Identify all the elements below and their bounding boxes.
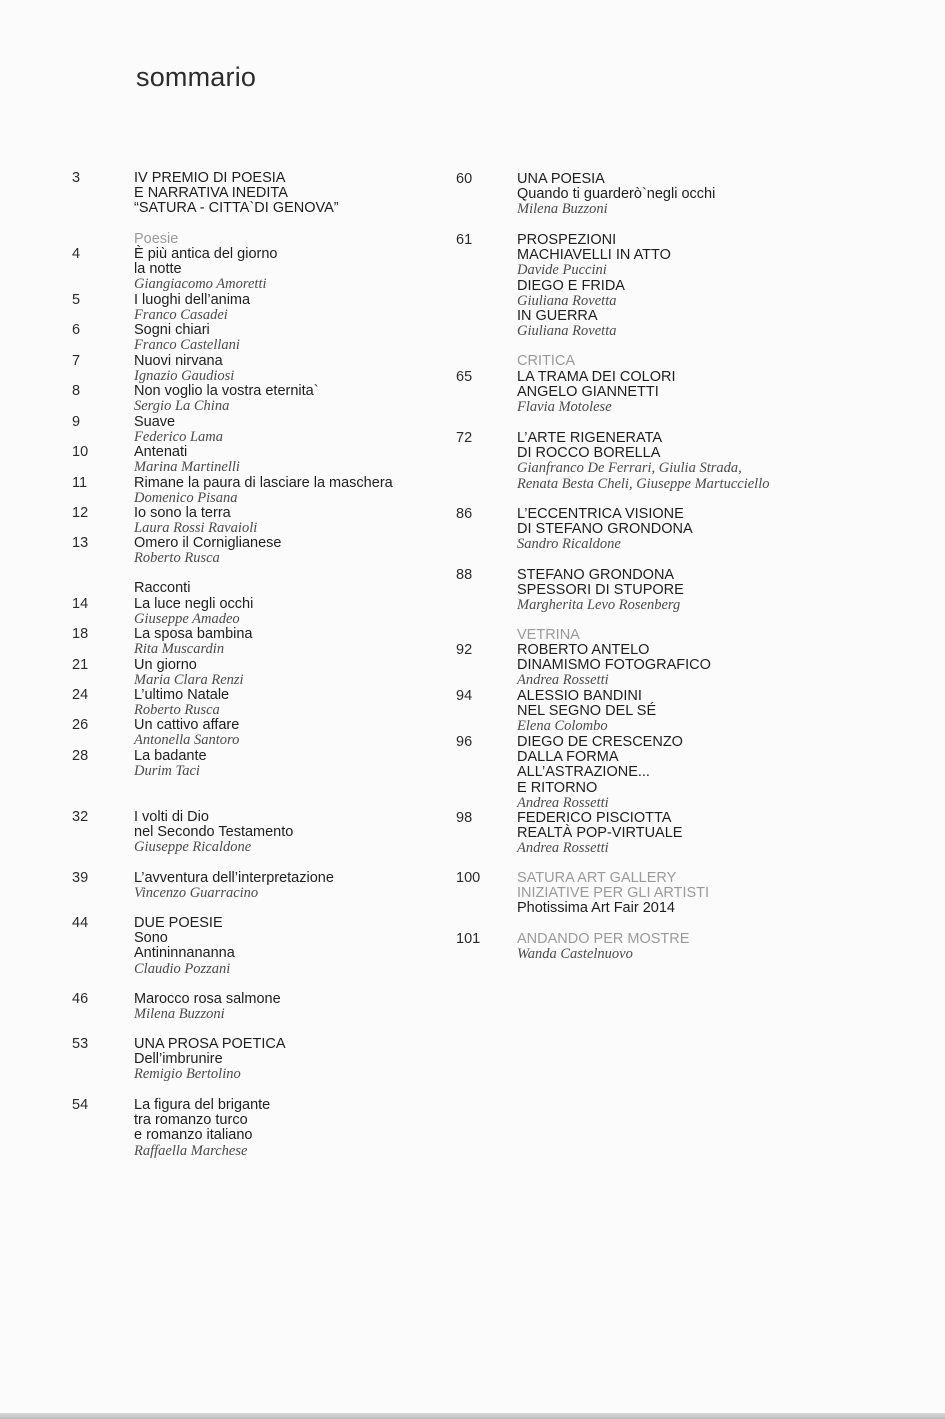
toc-author: Giuseppe Amadeo: [134, 611, 240, 628]
toc-page-number: 86: [456, 506, 473, 522]
toc-author: Vincenzo Guarracino: [134, 885, 259, 902]
toc-title-line: REALTÀ POP-VIRTUALE: [517, 825, 683, 842]
toc-author: Sandro Ricaldone: [517, 536, 621, 553]
toc-author: Antonella Santoro: [134, 732, 240, 749]
toc-title-line: DI ROCCO BORELLA: [517, 445, 661, 462]
toc-section-heading: INIZIATIVE PER GLI ARTISTI: [517, 885, 710, 902]
toc-author: Giuliana Rovetta: [517, 323, 617, 340]
toc-title-line: La luce negli occhi: [134, 596, 254, 612]
toc-author: Andrea Rossetti: [517, 672, 609, 689]
toc-title-line: DI STEFANO GRONDONA: [517, 521, 693, 538]
toc-title-line: L’ECCENTRICA VISIONE: [517, 506, 684, 522]
toc-page-number: 54: [72, 1097, 89, 1113]
toc-title-line: NEL SEGNO DEL SÉ: [517, 703, 657, 720]
toc-title-line: Antininnananna: [134, 945, 235, 962]
toc-author: Remigio Bertolino: [134, 1066, 241, 1083]
toc-page-number: 61: [456, 232, 473, 248]
toc-author: Durim Taci: [134, 763, 200, 780]
toc-title-line: La badante: [134, 748, 207, 764]
toc-page-number: 39: [72, 870, 89, 886]
toc-page-number: 12: [72, 505, 89, 521]
toc-author: Margherita Levo Rosenberg: [517, 597, 681, 614]
toc-title-line: PROSPEZIONI: [517, 232, 617, 248]
toc-author: Davide Puccini: [517, 262, 607, 279]
toc-title-line: Photissima Art Fair 2014: [517, 900, 675, 917]
toc-page-number: 24: [72, 687, 89, 703]
page-title: sommario: [136, 62, 257, 92]
toc-title-line: DIEGO DE CRESCENZO: [517, 734, 683, 750]
toc-page-number: 53: [72, 1036, 89, 1052]
toc-page-number: 101: [456, 931, 481, 947]
toc-author: Andrea Rossetti: [517, 794, 609, 811]
toc-title-line: ROBERTO ANTELO: [517, 642, 650, 658]
toc-page-number: 26: [72, 717, 89, 733]
toc-title-line: L’ARTE RIGENERATA: [517, 430, 663, 446]
toc-title-line: I volti di Dio: [134, 809, 209, 825]
toc-author: Marina Martinelli: [134, 459, 240, 476]
toc-author: Gianfranco De Ferrari, Giulia Strada,: [517, 460, 742, 477]
toc-page-number: 3: [72, 170, 81, 186]
toc-title-line: LA TRAMA DEI COLORI: [517, 369, 676, 385]
toc-title-line: nel Secondo Testamento: [134, 824, 294, 841]
toc-page-number: 65: [456, 369, 473, 385]
toc-title-line: Un cattivo affare: [134, 717, 240, 733]
toc-page-number: 46: [72, 991, 89, 1007]
toc-author: Renata Besta Cheli, Giuseppe Martucciello: [517, 475, 770, 492]
toc-title-line: tra romanzo turco: [134, 1112, 248, 1129]
toc-page-number: 21: [72, 657, 89, 673]
toc-title-line: La sposa bambina: [134, 626, 253, 642]
toc-author: Roberto Rusca: [134, 702, 220, 719]
toc-section-heading: CRITICA: [517, 353, 575, 369]
page-bottom-edge: [0, 1413, 945, 1419]
toc-title-line: Io sono la terra: [134, 505, 231, 521]
toc-title-line: MACHIAVELLI IN ATTO: [517, 247, 671, 264]
toc-author: Raffaella Marchese: [134, 1142, 248, 1159]
toc-title-line: ANGELO GIANNETTI: [517, 384, 659, 401]
toc-page-number: 88: [456, 567, 473, 583]
toc-title-line: Suave: [134, 414, 176, 430]
toc-author: Giuseppe Ricaldone: [134, 839, 252, 856]
toc-author: Federico Lama: [134, 429, 223, 446]
toc-author: Rita Muscardin: [134, 641, 225, 658]
toc-page-number: 6: [72, 322, 81, 338]
toc-title-line: L’avventura dell’interpretazione: [134, 870, 334, 886]
toc-title-line: Sono: [134, 930, 168, 947]
toc-page-number: 9: [72, 414, 81, 430]
toc-title-line: Non voglio la vostra eternita`: [134, 383, 319, 399]
toc-author: Ignazio Gaudiosi: [134, 368, 235, 385]
toc-title-line: E NARRATIVA INEDITA: [134, 185, 288, 202]
toc-title-line: E RITORNO: [517, 779, 598, 796]
toc-title-line: Dell’imbrunire: [134, 1051, 223, 1068]
toc-title-line: L’ultimo Natale: [134, 687, 230, 703]
toc-title-line: Rimane la paura di lasciare la maschera: [134, 475, 393, 491]
toc-section-heading: VETRINA: [517, 627, 580, 643]
toc-page-number: 100: [456, 870, 481, 886]
toc-title-line: Antenati: [134, 444, 188, 460]
toc-page-number: 5: [72, 292, 81, 308]
toc-author: Franco Castellani: [134, 337, 240, 354]
toc-page-number: 72: [456, 430, 473, 446]
toc-title-line: Quando ti guarderò`negli occhi: [517, 186, 716, 203]
toc-author: Franco Casadei: [134, 307, 228, 324]
toc-title-line: FEDERICO PISCIOTTA: [517, 810, 672, 826]
toc-title-line: DIEGO E FRIDA: [517, 277, 625, 294]
toc-page-number: 98: [456, 810, 473, 826]
toc-page-number: 44: [72, 915, 89, 931]
toc-title-line: IN GUERRA: [517, 308, 598, 325]
toc-page-number: 7: [72, 353, 81, 369]
toc-title-line: la notte: [134, 261, 182, 278]
toc-page-number: 96: [456, 734, 473, 750]
toc-author: Wanda Castelnuovo: [517, 946, 633, 963]
toc-author: Maria Clara Renzi: [134, 672, 244, 689]
toc-section-heading: Poesie: [134, 231, 179, 247]
toc-author: Sergio La China: [134, 398, 230, 415]
toc-title-line: Racconti: [134, 580, 191, 596]
toc-title-line: STEFANO GRONDONA: [517, 567, 675, 583]
toc-author: Milena Buzzoni: [134, 1006, 225, 1023]
toc-page-number: 32: [72, 809, 89, 825]
toc-author: Andrea Rossetti: [517, 840, 609, 857]
toc-title-line: DUE POESIE: [134, 915, 223, 931]
toc-title-line: ALL’ASTRAZIONE...: [517, 764, 650, 781]
toc-title-line: ALESSIO BANDINI: [517, 688, 642, 704]
toc-title-line: e romanzo italiano: [134, 1127, 253, 1144]
toc-title-line: DINAMISMO FOTOGRAFICO: [517, 657, 711, 674]
toc-page-number: 60: [456, 171, 473, 187]
toc-author: Giangiacomo Amoretti: [134, 276, 267, 293]
toc-title-line: UNA PROSA POETICA: [134, 1036, 286, 1052]
toc-title-line: “SATURA - CITTA`DI GENOVA”: [134, 200, 339, 217]
toc-author: Laura Rossi Ravaioli: [134, 520, 258, 537]
toc-page-number: 94: [456, 688, 473, 704]
toc-page-number: 10: [72, 444, 89, 460]
toc-author: Milena Buzzoni: [517, 201, 608, 218]
toc-title-line: La figura del brigante: [134, 1097, 271, 1113]
toc-author: Elena Colombo: [517, 718, 608, 735]
toc-page-number: 18: [72, 626, 89, 642]
toc-title-line: Un giorno: [134, 657, 197, 673]
toc-author: Roberto Rusca: [134, 550, 220, 567]
toc-page-number: 11: [72, 475, 88, 491]
toc-page-number: 4: [72, 246, 81, 262]
toc-title-line: DALLA FORMA: [517, 749, 619, 766]
toc-author: Giuliana Rovetta: [517, 292, 617, 309]
toc-title-line: UNA POESIA: [517, 171, 605, 187]
toc-title-line: Sogni chiari: [134, 322, 210, 338]
toc-page-number: 92: [456, 642, 473, 658]
toc-page-number: 13: [72, 535, 89, 551]
toc-section-heading: ANDANDO PER MOSTRE: [517, 931, 690, 947]
toc-title-line: SPESSORI DI STUPORE: [517, 582, 684, 599]
toc-section-heading: SATURA ART GALLERY: [517, 870, 677, 886]
toc-page-number: 8: [72, 383, 81, 399]
toc-author: Domenico Pisana: [134, 490, 238, 507]
toc-author: Claudio Pozzani: [134, 960, 231, 977]
toc-title-line: Marocco rosa salmone: [134, 991, 281, 1007]
toc-title-line: IV PREMIO DI POESIA: [134, 170, 286, 186]
toc-title-line: I luoghi dell’anima: [134, 292, 251, 308]
toc-title-line: Omero il Corniglianese: [134, 535, 282, 551]
toc-author: Flavia Motolese: [517, 399, 612, 416]
toc-page-number: 28: [72, 748, 89, 764]
toc-title-line: Nuovi nirvana: [134, 353, 223, 369]
toc-page-number: 14: [72, 596, 89, 612]
toc-title-line: È più antica del giorno: [134, 246, 278, 262]
